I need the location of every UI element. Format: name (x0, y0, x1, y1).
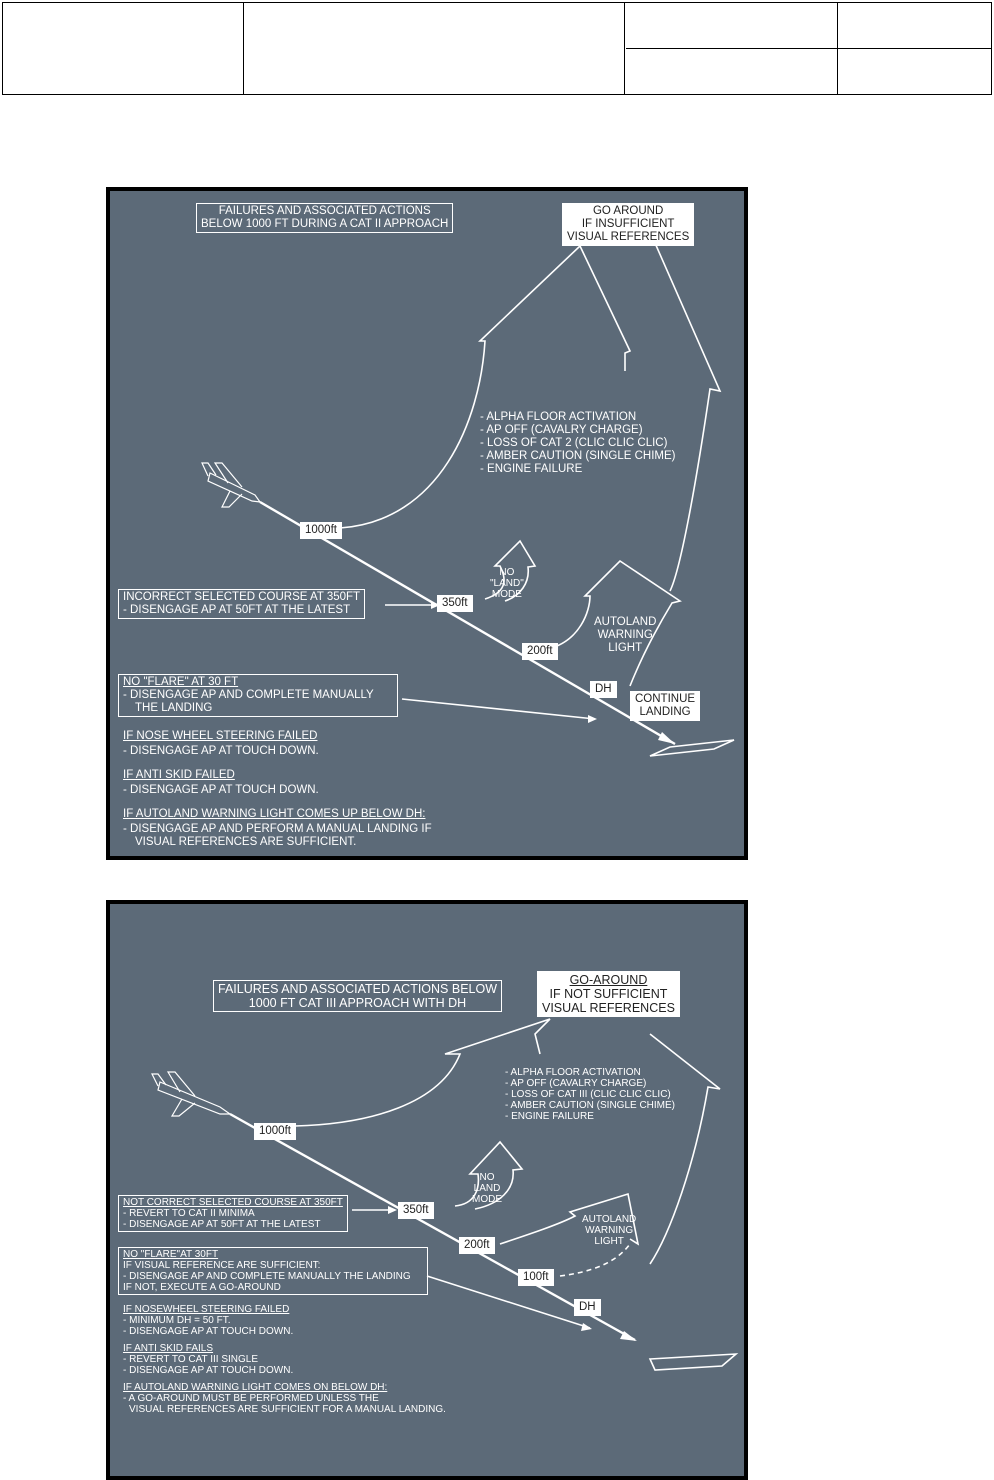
header-divider (624, 3, 625, 94)
anti-skid-note: IF ANTI SKID FAILED - DISENGAGE AP AT TOUCH DOWN. (123, 769, 319, 796)
nosewheel-steering-note: IF NOSEWHEEL STEERING FAILED - MINIMUM DH = 50 FT. - DISENGAGE AP AT TOUCH DOWN. (123, 1304, 294, 1337)
glide-arrowhead (658, 732, 675, 744)
aircraft-icon (202, 463, 260, 507)
nose-wheel-steering-note: IF NOSE WHEEL STEERING FAILED - DISENGAGE AP AT TOUCH DOWN. (123, 730, 319, 757)
header-divider (243, 3, 244, 94)
cat3-go-around-box: GO-AROUND IF NOT SUFFICIENT VISUAL REFERENCES (537, 971, 680, 1017)
autoland-dashed (560, 1244, 630, 1276)
altitude-350ft: 350ft (398, 1202, 434, 1219)
altitude-200ft: 200ft (459, 1237, 495, 1254)
decision-height-dh: DH (590, 681, 617, 698)
decision-height-dh: DH (574, 1299, 601, 1316)
cat3-failure-list: - ALPHA FLOOR ACTIVATION - AP OFF (CAVALRY CHARGE) - LOSS OF CAT III (CLIC CLIC CLIC) - AMBER CAUTION (SINGLE CHIME) - ENGINE FAILURE (505, 1067, 676, 1122)
cat2-title: FAILURES AND ASSOCIATED ACTIONS BELOW 1000 FT DURING A CAT II APPROACH (196, 203, 453, 233)
aircraft-icon (152, 1072, 230, 1116)
incorrect-course-box: INCORRECT SELECTED COURSE AT 350FT - DISENGAGE AP AT 50FT AT THE LATEST (118, 589, 365, 619)
cat3-failure-diagram (106, 900, 748, 1480)
header-row-divider (626, 48, 991, 49)
go-around-arrow (340, 246, 630, 528)
altitude-1000ft: 1000ft (254, 1123, 296, 1140)
cat2-failure-diagram (106, 187, 748, 860)
runway-icon (650, 740, 734, 756)
no-land-mode-label: NO "LAND" MODE (490, 567, 524, 600)
cat2-failure-list: - ALPHA FLOOR ACTIVATION - AP OFF (CAVALRY CHARGE) - LOSS OF CAT 2 (CLIC CLIC CLIC) - AMBER CAUTION (SINGLE CHIME) - ENGINE FAILURE (480, 411, 676, 475)
altitude-350ft: 350ft (437, 595, 473, 612)
not-correct-course-box: NOT CORRECT SELECTED COURSE AT 350FT - REVERT TO CAT II MINIMA - DISENGAGE AP AT 50FT AT THE LATEST (118, 1195, 348, 1232)
continue-landing-box: CONTINUE LANDING (630, 691, 700, 721)
altitude-1000ft: 1000ft (300, 522, 342, 539)
no-flare-box: NO "FLARE" AT 30 FT - DISENGAGE AP AND COMPLETE MANUALLY THE LANDING (118, 674, 398, 717)
autoland-below-dh-note: IF AUTOLAND WARNING LIGHT COMES ON BELOW DH: - A GO-AROUND MUST BE PERFORMED UNLESS THE VISUAL REFERENCES ARE SUFFICIENT FOR A MANUAL LANDING. (123, 1382, 446, 1415)
autoland-below-dh-note: IF AUTOLAND WARNING LIGHT COMES UP BELOW DH: - DISENGAGE AP AND PERFORM A MANUAL LANDING IF VISUAL REFERENCES ARE SUFFICIENT. (123, 808, 432, 848)
cat2-go-around-box: GO AROUND IF INSUFFICIENT VISUAL REFERENCES (562, 203, 694, 246)
no-flare-box: NO "FLARE"AT 30FT IF VISUAL REFERENCE ARE SUFFICIENT: - DISENGAGE AP AND COMPLETE MANUALLY THE LANDING IF NOT, EXECUTE A GO-AROUND (118, 1247, 428, 1295)
header-table (2, 2, 992, 95)
no-land-mode-label: NO LAND MODE (472, 1172, 502, 1205)
autoland-warning-label: AUTOLAND WARNING LIGHT (594, 616, 657, 654)
runway-icon (650, 1354, 736, 1370)
cat3-title: FAILURES AND ASSOCIATED ACTIONS BELOW 1000 FT CAT III APPROACH WITH DH (213, 980, 502, 1012)
autoland-warning-label: AUTOLAND WARNING LIGHT (582, 1214, 637, 1247)
flare-pointer (402, 699, 595, 719)
anti-skid-note: IF ANTI SKID FAILS - REVERT TO CAT III SINGLE - DISENGAGE AP AT TOUCH DOWN. (123, 1343, 294, 1376)
altitude-200ft: 200ft (522, 643, 558, 660)
altitude-100ft: 100ft (518, 1269, 554, 1286)
